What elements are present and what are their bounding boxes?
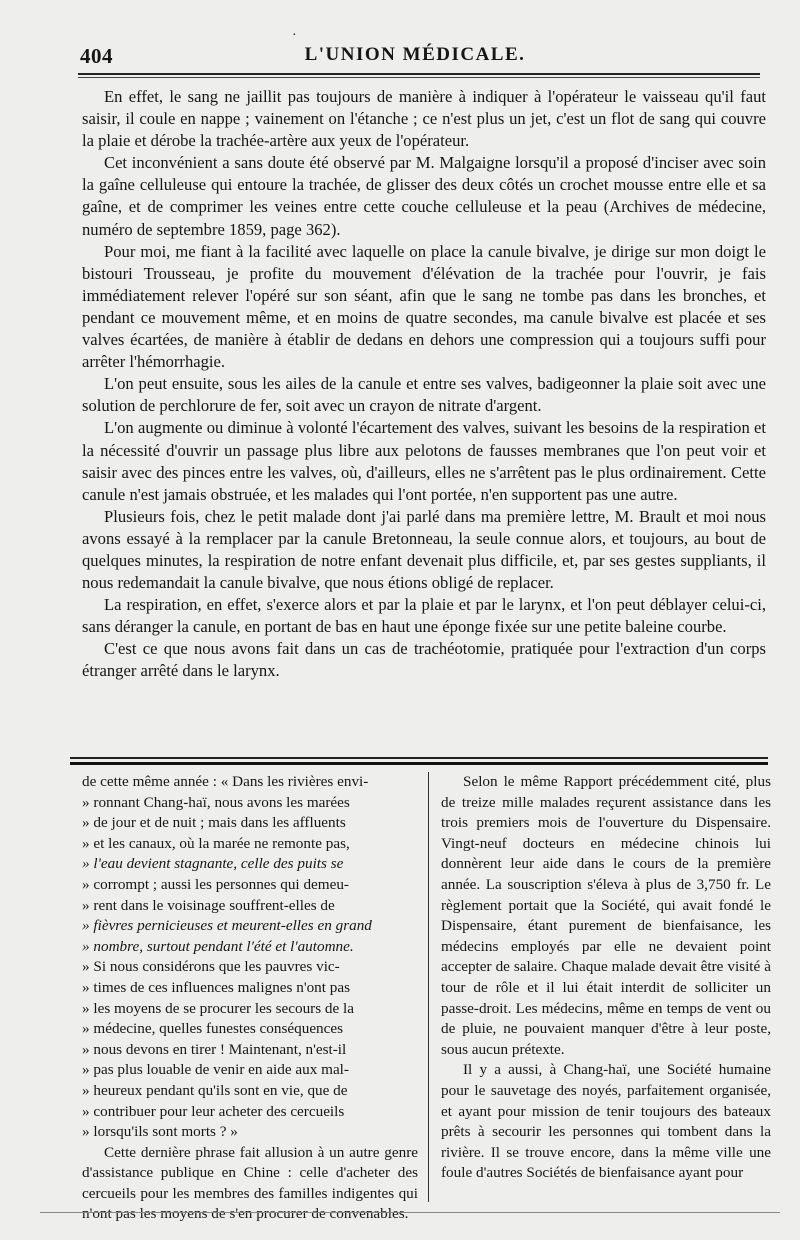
quote-line: » pas plus louable de venir en aide aux mal- (82, 1061, 349, 1079)
quote-line: » rent dans le voisinage souffrent-elles de (82, 896, 335, 914)
main-article-text (82, 86, 766, 683)
quote-line: de cette même année : « Dans les rivières envi- (82, 773, 369, 790)
quote-line: » de jour et de nuit ; mais dans les affluents (82, 814, 346, 832)
quote-line: » heureux pendant qu'ils sont en vie, que de (82, 1081, 348, 1099)
page-header (70, 40, 760, 74)
column-divider (428, 772, 429, 1202)
quote-line: » Si nous considérons que les pauvres vic- (82, 958, 340, 976)
print-speck: · (292, 28, 297, 43)
quote-line: » corrompt ; aussi les personnes qui demeu- (82, 875, 349, 893)
right-paragraph: Selon le même Rapport précédemment cité, plus de treize mille malades reçurent assistance dans les trois premiers mois de l'ouverture du Dispensaire. Vingt-neuf docteurs en médecine chinois lui donnèrent leur aide dans le cours de la première année. La souscription s'éleva à plus de 3,750 fr. Le règlement portait que la Société, qui avait fondé le Dispensaire, étant purement de bienfaisance, les médecins employés par elle ne devaient point accepter de salaire. Chaque malade devait être visité à tour de rôle et il lui était interdit de solliciter un passe-droit. Les médecins, même en temps de vent ou de pluie, ne pouvaient manquer d'être à leur poste, sous aucun prétexte. (441, 773, 771, 1058)
quote-line: » les moyens de se procurer les secours de la (82, 999, 355, 1017)
section-rule (70, 757, 768, 759)
quote-line: » médecine, quelles funestes conséquences (82, 1020, 344, 1038)
quote-line: » times de ces influences malignes n'ont pas (82, 978, 351, 996)
main-paragraph: L'on augmente ou diminue à volonté l'écartement des valves, suivant les besoins de la respiration et la nécessité d'ouvrir un passage plus libre aux pelotons de fausses membranes que l'on peut voir et saisir avec des pinces entre les valves, où, d'ailleurs, elles ne s'arrêtent pas le plus ordinairement. Cette canule n'est jamais obstruée, et les malades qui l'ont portée, n'en supportent pas une autre. (82, 418, 766, 504)
main-paragraph: C'est ce que nous avons fait dans un cas de trachéotomie, pratiquée pour l'extraction d'un corps étranger arrêté dans le larynx. (82, 639, 766, 681)
running-title: L'UNION MÉDICALE. (304, 44, 526, 65)
main-paragraph: Cet inconvénient a sans doute été observé par M. Malgaigne lorsqu'il a proposé d'inciser avec soin la gaîne celluleuse qui entoure la trachée, de glisser des deux côtés un crochet mousse entre elle et sa gaîne, et de comprimer les veines entre cette couche celluleuse et la peau (Archives de médecine, numéro de septembre 1859, page 362). (82, 153, 766, 239)
header-rule-thin (78, 77, 760, 78)
right-column (441, 772, 771, 1184)
right-paragraph: Il y a aussi, à Chang-haï, une Société humaine pour le sauvetage des noyés, parfaitement organisée, et ayant pour mission de tenir toujours des bateaux prêts à secourir les personnes qui tombent dans la rivière. Il se trouve encore, dans la même ville une foule d'autres Sociétés de bienfaisance ayant pour (441, 1061, 771, 1182)
quote-line: » et les canaux, où la marée ne remonte pas, (82, 834, 350, 852)
main-paragraph: L'on peut ensuite, sous les ailes de la canule et entre ses valves, badigeonner la plaie soit avec une solution de perchlorure de fer, soit avec un crayon de nitrate d'argent. (82, 374, 766, 416)
main-paragraph: La respiration, en effet, s'exerce alors et par la plaie et par le larynx, et l'on peut déblayer celui-ci, sans déranger la canule, en portant de bas en haut une éponge fixée sur une petite baleine courbe. (82, 595, 766, 637)
quote-line: » fièvres pernicieuses et meurent-elles en grand (82, 917, 372, 935)
quote-line: » contribuer pour leur acheter des cercueils (82, 1102, 345, 1120)
quote-line: » nombre, surtout pendant l'été et l'automne. (82, 937, 354, 955)
main-paragraph: Plusieurs fois, chez le petit malade dont j'ai parlé dans ma première lettre, M. Brault et moi nous avons essayé à la remplacer par la canule Bretonneau, la seule connue alors, et toujours, au bout de quelques minutes, la respiration de notre enfant devenait plus difficile, et, par ses gestes suppliants, il nous redemandait la canule bivalve, que nous étions obligé de replacer. (82, 506, 766, 593)
main-paragraph: Pour moi, me fiant à la facilité avec laquelle on place la canule bivalve, je dirige sur mon doigt le bistouri Trousseau, je profite du mouvement d'élévation de la trachée pour l'ouvrir, je fais immédiatement relever l'opéré sur son séant, afin que le sang ne tombe pas dans les bronches, et pendant ce mouvement même, et en moins de quatre secondes, ma canule bivalve est placée et ses valves écartées, de manière à établir de dedans en dehors une compression qui a toujours suffi pour arrêter l'hémorrhagie. (82, 241, 766, 372)
quote-line: » l'eau devient stagnante, celle des puits se (82, 855, 344, 873)
page-number: 404 (80, 44, 113, 68)
bottom-edge-rule (40, 1212, 780, 1213)
main-paragraph: En effet, le sang ne jaillit pas toujours de manière à indiquer à l'opérateur le vaisseau qu'il faut saisir, il coule en nappe ; vainement on l'étanche ; ce n'est plus un jet, c'est un flot de sang qui couvre la plaie et dérobe la trachée-artère aux yeux de l'opérateur. (82, 87, 766, 151)
left-paragraph: Cette dernière phrase fait allusion à un autre genre d'assistance publique en Chine : celle d'acheter des cercueils pour les membres des familles indigentes qui n'ont pas les moyens de s'en procurer de convenables. (82, 1143, 418, 1223)
quote-line: » nous devons en tirer ! Maintenant, n'est-il (82, 1040, 347, 1058)
quote-line: » ronnant Chang-haï, nous avons les marées (82, 793, 350, 811)
left-column (82, 772, 418, 1225)
quote-line: » lorsqu'ils sont morts ? » (82, 1123, 238, 1141)
header-rule (78, 73, 760, 75)
section-rule-thick (70, 762, 768, 765)
